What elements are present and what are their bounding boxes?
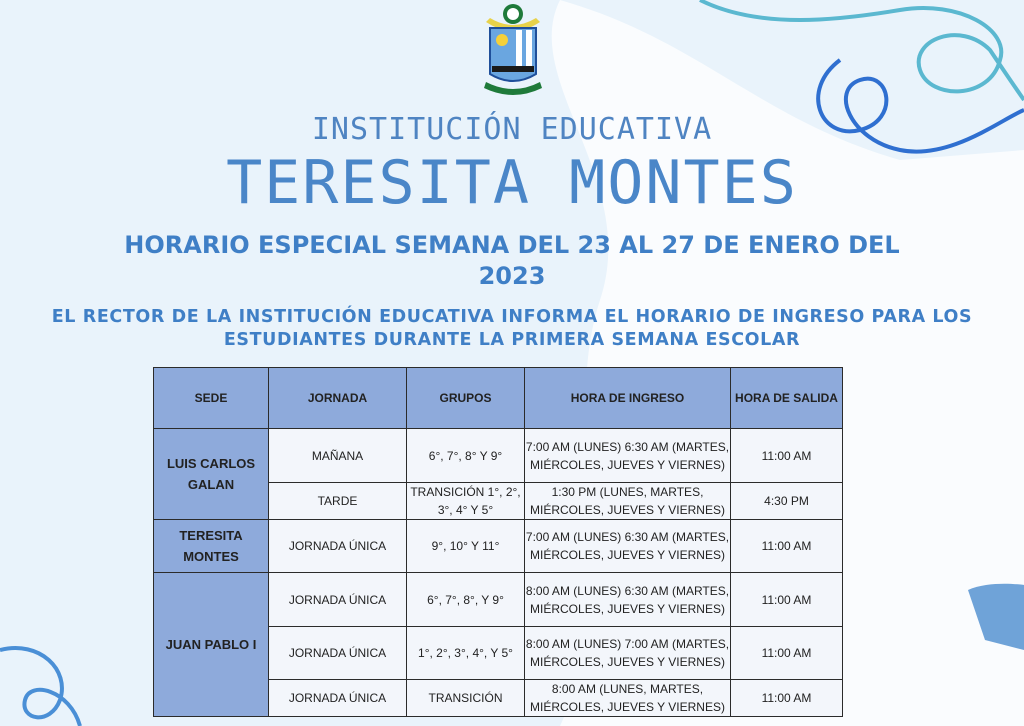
salida-cell: 11:00 AM bbox=[731, 429, 843, 483]
header-hora-ingreso: HORA DE INGRESO bbox=[525, 368, 731, 429]
jornada-cell: TARDE bbox=[269, 483, 407, 520]
ingreso-cell: 1:30 PM (LUNES, MARTES, MIÉRCOLES, JUEVES Y VIERNES) bbox=[525, 483, 731, 520]
ingreso-cell: 7:00 AM (LUNES) 6:30 AM (MARTES, MIÉRCOLES, JUEVES Y VIERNES) bbox=[525, 429, 731, 483]
grupos-cell: TRANSICIÓN bbox=[407, 680, 525, 717]
salida-cell: 4:30 PM bbox=[731, 483, 843, 520]
sede-cell: JUAN PABLO I bbox=[154, 573, 269, 717]
schedule-table bbox=[153, 367, 843, 717]
header-grupos: GRUPOS bbox=[407, 368, 525, 429]
header-jornada: JORNADA bbox=[269, 368, 407, 429]
table-row bbox=[154, 573, 843, 627]
sede-cell: LUIS CARLOS GALAN bbox=[154, 429, 269, 520]
jornada-cell: JORNADA ÚNICA bbox=[269, 627, 407, 680]
school-crest-logo bbox=[478, 2, 548, 106]
salida-cell: 11:00 AM bbox=[731, 573, 843, 627]
salida-cell: 11:00 AM bbox=[731, 520, 843, 573]
school-name-title: TERESITA MONTES bbox=[226, 148, 798, 218]
jornada-cell: JORNADA ÚNICA bbox=[269, 520, 407, 573]
schedule-headline: HORARIO ESPECIAL SEMANA DEL 23 AL 27 DE ENERO DEL 2023 bbox=[124, 231, 900, 290]
ingreso-cell: 8:00 AM (LUNES) 7:00 AM (MARTES, MIÉRCOLES, JUEVES Y VIERNES) bbox=[525, 627, 731, 680]
grupos-cell: 1°, 2°, 3°, 4°, Y 5° bbox=[407, 627, 525, 680]
ingreso-cell: 7:00 AM (LUNES) 6:30 AM (MARTES, MIÉRCOLES, JUEVES Y VIERNES) bbox=[525, 520, 731, 573]
grupos-cell: 6°, 7°, 8°, Y 9° bbox=[407, 573, 525, 627]
grupos-cell: TRANSICIÓN 1°, 2°, 3°, 4° Y 5° bbox=[407, 483, 525, 520]
salida-cell: 11:00 AM bbox=[731, 680, 843, 717]
rector-notice: EL RECTOR DE LA INSTITUCIÓN EDUCATIVA INFORMA EL HORARIO DE INGRESO PARA LOS ESTUDIANTES DURANTE LA PRIMERA SEMANA ESCOLAR bbox=[51, 307, 973, 350]
ingreso-cell: 8:00 AM (LUNES, MARTES, MIÉRCOLES, JUEVES Y VIERNES) bbox=[525, 680, 731, 717]
header-sede: SEDE bbox=[154, 368, 269, 429]
jornada-cell: JORNADA ÚNICA bbox=[269, 573, 407, 627]
grupos-cell: 9°, 10° Y 11° bbox=[407, 520, 525, 573]
grupos-cell: 6°, 7°, 8° Y 9° bbox=[407, 429, 525, 483]
header-hora-salida: HORA DE SALIDA bbox=[731, 368, 843, 429]
institution-label: INSTITUCIÓN EDUCATIVA bbox=[311, 112, 713, 147]
table-row bbox=[154, 429, 843, 483]
jornada-cell: JORNADA ÚNICA bbox=[269, 680, 407, 717]
table-row bbox=[154, 520, 843, 573]
jornada-cell: MAÑANA bbox=[269, 429, 407, 483]
sede-cell: TERESITA MONTES bbox=[154, 520, 269, 573]
salida-cell: 11:00 AM bbox=[731, 627, 843, 680]
ingreso-cell: 8:00 AM (LUNES) 6:30 AM (MARTES, MIÉRCOLES, JUEVES Y VIERNES) bbox=[525, 573, 731, 627]
table-header-row bbox=[154, 368, 843, 429]
